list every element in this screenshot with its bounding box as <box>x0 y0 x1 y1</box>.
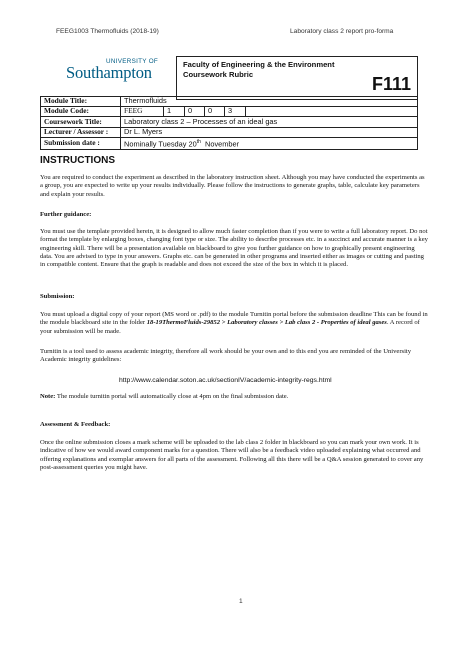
module-title-value: Thermofluids <box>121 97 418 107</box>
table-row <box>41 117 418 127</box>
submission-date-label: Submission date : <box>41 137 121 149</box>
coursework-title-value: Laboratory class 2 – Processes of an ideal gas <box>121 117 418 127</box>
page-number: 1 <box>239 598 243 605</box>
logo-university-of: UNIVERSITY OF <box>106 58 159 65</box>
header-left: FEEG1003 Thermofluids (2018-19) <box>56 28 159 35</box>
instructions-intro: You are required to conduct the experiment as described in the laboratory instruction sheet. Although you may have conducted the experiments as a group, you are expected to write up your results individually. Please follow the instructions to generate graphs, table, calculate key parameters and explain your results. <box>40 174 425 198</box>
assessment-heading: Assessment & Feedback: <box>40 421 111 428</box>
submission-date-value <box>121 137 418 149</box>
lecturer-value: Dr L. Myers <box>121 127 418 137</box>
module-code-digit: 0 <box>185 107 205 117</box>
rubric-title: Coursework Rubric <box>183 70 254 79</box>
rubric-code: F111 <box>371 74 411 94</box>
further-guidance-heading: Further guidance: <box>40 211 92 218</box>
assessment-text: Once the online submission closes a mark scheme will be uploaded to the lab class 2 folder in blackboard so you can mark your own work. It is indicative of how we would award component marks for a question. There will also be a feedback video uploaded explaining what occurred and offering explanations and exemplar answers for all parts of the assessment. Following all this there will be a Q&A session generated to cover any post-assessment queries you might have. <box>40 439 424 471</box>
note-text <box>40 393 428 401</box>
rubric-faculty: Faculty of Engineering & the Environment <box>183 60 335 69</box>
header-right: Laboratory class 2 report pro-forma <box>290 28 394 35</box>
coursework-title-label: Coursework Title: <box>41 117 121 127</box>
further-guidance-text: You must use the template provided herein, it is designed to allow much faster completion than if you were to write a full laboratory report. Do not format the template by enlarging boxes, changing font type or size. The ability to describe processes etc. in a succinct and accurate manner is a key engineering skill. There will be a presentation available on blackboard to give you further guidance on how to graphically present engineering data. You are advised to type in your answers. Graphs etc. can be generated in other programs and inserted either as images or cutting and pasting in compatible content. Ensure that the graph is readable and does not exceed the size of the box in which it is placed. <box>40 228 428 269</box>
rubric-box <box>176 56 418 100</box>
note-label: Note: <box>40 393 56 400</box>
table-row <box>41 137 418 149</box>
turnitin-text: Turnitin is a tool used to assess academic integrity, therefore all work should be your own and to this end you are reminded of the University Academic integrity guidelines: <box>40 348 412 364</box>
integrity-link[interactable]: http://www.calendar.soton.ac.uk/sectionIV/academic-integrity-regs.html <box>119 377 332 384</box>
module-code-digit: 1 <box>164 107 185 117</box>
module-title-label: Module Title: <box>41 97 121 107</box>
submission-text-main: You must upload a digital copy of your report (MS word or .pdf) to the module Turnitin portal before the submission deadline This can be found in the module blackboard site in the folder <box>40 311 428 327</box>
note-body: The module turnitin portal will automatically close at 4pm on the final submission date. <box>55 393 289 400</box>
module-code-label: Module Code: <box>41 107 121 117</box>
module-code-prefix: FEEG <box>121 107 164 117</box>
module-code-blank <box>246 107 418 117</box>
table-row <box>41 107 418 117</box>
submission-folder-path: 18-19ThermoFluids-29852 > Laboratory classes > Lab class 2 - Properties of ideal gases <box>146 319 387 327</box>
submission-date-suffix: th <box>196 138 201 145</box>
submission-date-month: November <box>200 139 240 149</box>
instructions-heading: INSTRUCTIONS <box>40 155 115 166</box>
submission-heading: Submission: <box>40 293 75 300</box>
submission-text <box>40 311 428 336</box>
module-info-table <box>40 96 418 150</box>
university-logo <box>56 58 174 94</box>
lecturer-label: Lecturer / Assessor : <box>41 127 121 137</box>
submission-text-end: . A record of your submission will be made. <box>40 319 420 335</box>
module-code-digit: 3 <box>225 107 246 117</box>
submission-date-main: Nominally Tuesday 20 <box>124 139 197 149</box>
table-row <box>41 127 418 137</box>
module-code-digit: 0 <box>205 107 225 117</box>
table-row <box>41 97 418 107</box>
logo-southampton: Southampton <box>66 63 152 82</box>
